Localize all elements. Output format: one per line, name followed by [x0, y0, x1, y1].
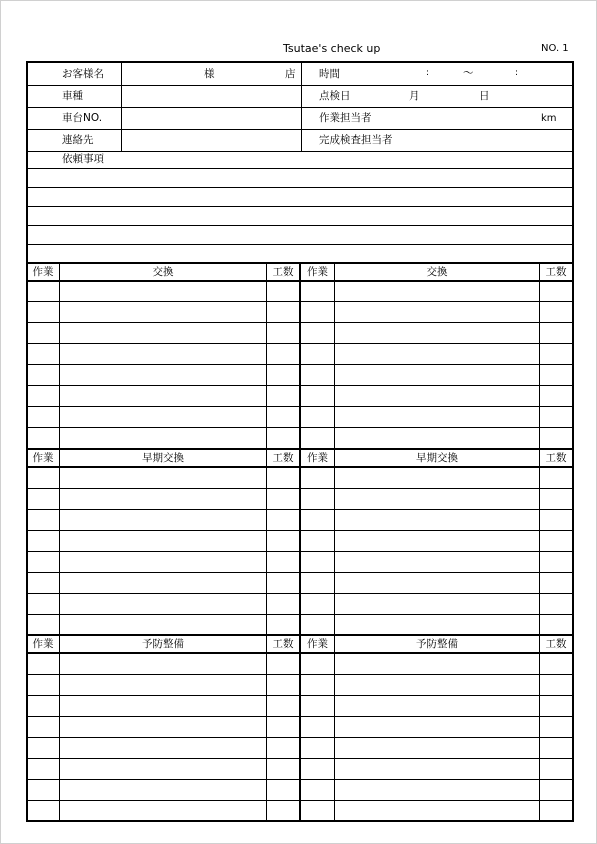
early-replacement-header-left: 早期交換 [142, 452, 184, 464]
work-header-left: 作業 [32, 638, 54, 650]
inspection-date-label: 点検日 [319, 90, 351, 102]
work-header-right: 作業 [307, 638, 328, 650]
outer-right-border [572, 61, 574, 821]
check-sheet-page: Tsutae's check up NO. 1 お客様名 様 店 時間 : 〜 : 車種 点検日 月 日 車台NO. 作業担当者 km 連絡先 完成検査担当者 依頼事項 作業 交換 工数 作業 交換 工数 作業 早期交換 工数 作業 早期交換 工数 作業 予防整備 工数 作業 予防整備 工数 [0, 0, 597, 844]
day-label: 日 [479, 90, 490, 102]
worker-label: 作業担当者 [319, 112, 372, 124]
customer-name-label: お客様名 [62, 68, 104, 80]
request-label: 依頼事項 [62, 153, 104, 165]
preventive-maintenance-header-right: 予防整備 [416, 638, 458, 650]
replacement-header-right: 交換 [426, 266, 448, 278]
time-label: 時間 [319, 68, 340, 80]
hours-header-right: 工数 [545, 638, 567, 650]
hours-header-right: 工数 [545, 266, 567, 278]
hours-header-left: 工数 [272, 638, 294, 650]
info-top-border [26, 61, 574, 63]
vehicle-number-label: 車台NO. [62, 112, 103, 124]
store-label: 店 [285, 68, 296, 80]
early-replacement-header-right: 早期交換 [416, 452, 458, 464]
work-header-left: 作業 [32, 266, 54, 278]
contact-label: 連絡先 [62, 134, 94, 146]
time-tilde: 〜 [463, 67, 474, 79]
vehicle-type-label: 車種 [62, 90, 83, 102]
work-header-right: 作業 [307, 266, 328, 278]
month-label: 月 [409, 90, 420, 102]
work-header-left: 作業 [32, 452, 54, 464]
final-inspector-label: 完成検査担当者 [319, 134, 393, 146]
sheet-number: NO. 1 [541, 43, 569, 54]
hours-header-left: 工数 [272, 452, 294, 464]
km-label: km [541, 113, 557, 124]
hours-header-right: 工数 [545, 452, 567, 464]
sheet-title: Tsutae's check up [283, 42, 381, 55]
preventive-maintenance-header-left: 予防整備 [142, 638, 184, 650]
outer-left-border [26, 61, 28, 821]
replacement-header-left: 交換 [152, 266, 174, 278]
work-header-right: 作業 [307, 452, 328, 464]
sama-label: 様 [204, 68, 215, 80]
hours-header-left: 工数 [272, 266, 294, 278]
